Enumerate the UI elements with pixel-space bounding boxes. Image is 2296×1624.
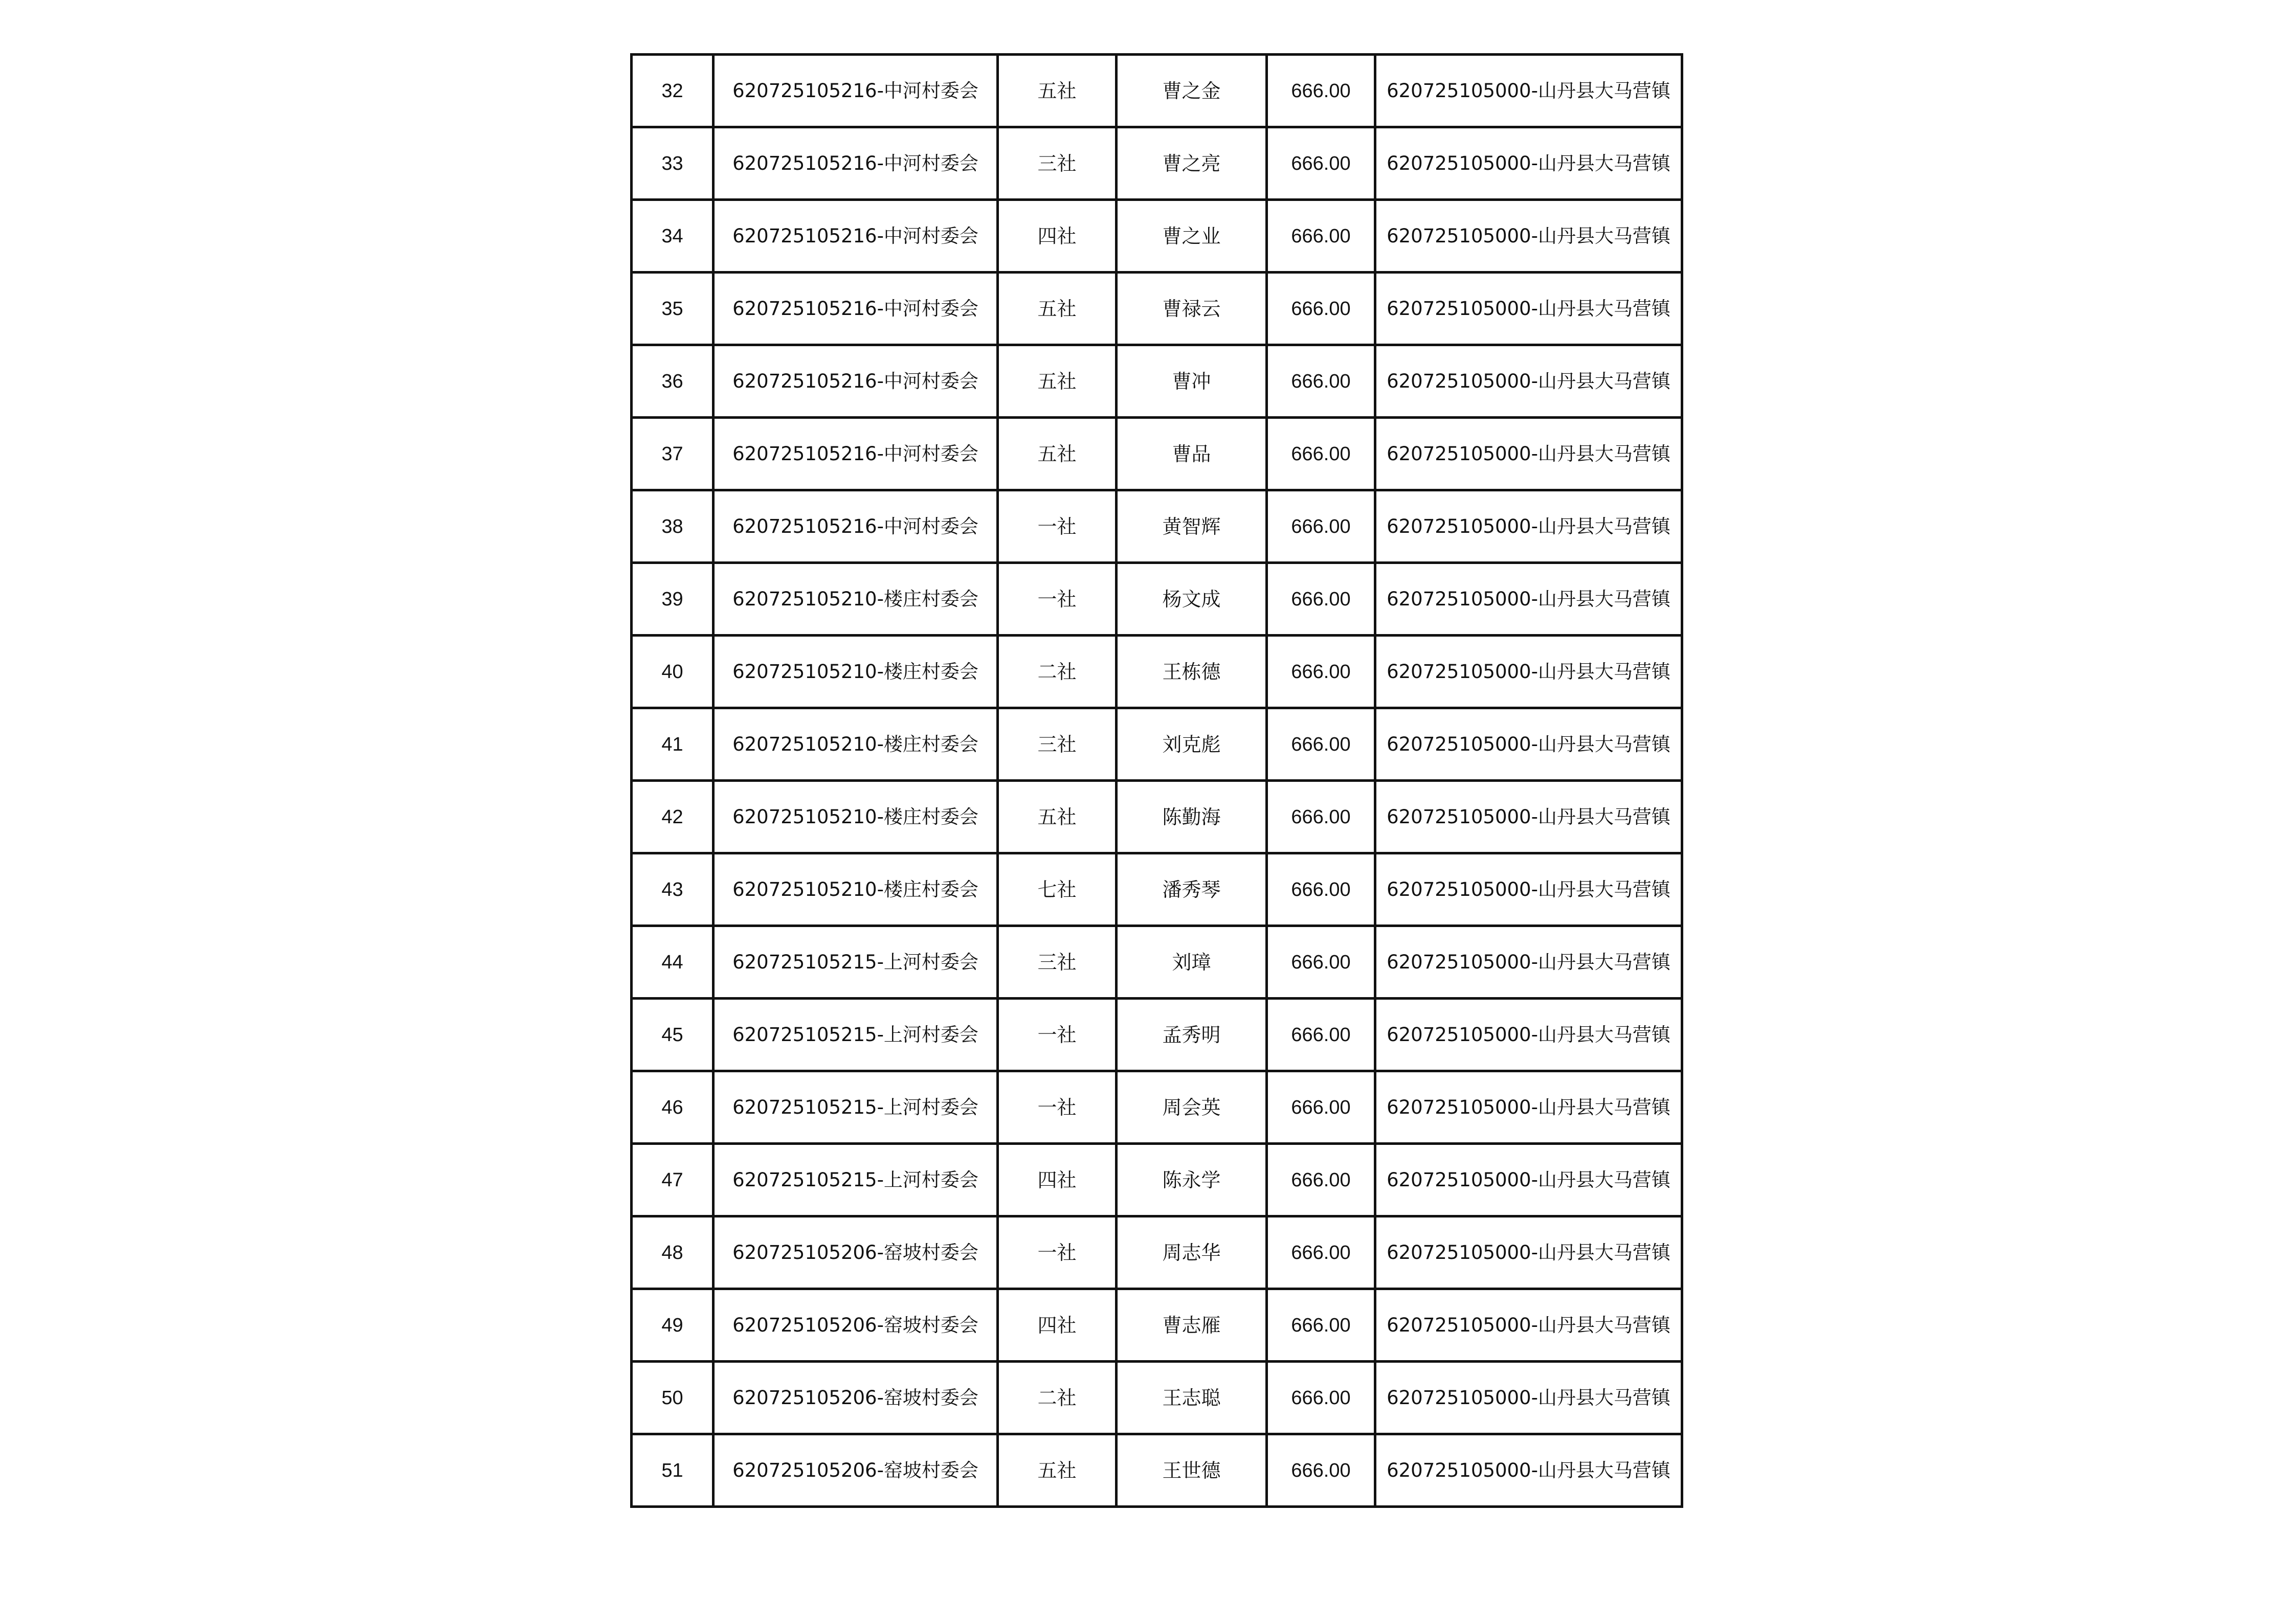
- amount-cell: 666.00: [1267, 853, 1375, 926]
- amount-cell: 666.00: [1267, 1289, 1375, 1362]
- amount-cell: 666.00: [1267, 1144, 1375, 1216]
- amount-cell: 666.00: [1267, 490, 1375, 563]
- amount-cell: 666.00: [1267, 1362, 1375, 1434]
- village-cell: 620725105215-上河村委会: [714, 999, 998, 1071]
- village-cell: 620725105215-上河村委会: [714, 1071, 998, 1144]
- group-cell: 五社: [998, 781, 1117, 853]
- name-cell: 曹禄云: [1117, 273, 1267, 345]
- row-number: 51: [632, 1434, 714, 1507]
- town-cell: 620725105000-山丹县大马营镇: [1375, 55, 1682, 127]
- group-cell: 一社: [998, 563, 1117, 636]
- town-cell: 620725105000-山丹县大马营镇: [1375, 273, 1682, 345]
- town-cell: 620725105000-山丹县大马营镇: [1375, 708, 1682, 781]
- town-cell: 620725105000-山丹县大马营镇: [1375, 345, 1682, 418]
- name-cell: 周志华: [1117, 1216, 1267, 1289]
- name-cell: 刘克彪: [1117, 708, 1267, 781]
- town-cell: 620725105000-山丹县大马营镇: [1375, 636, 1682, 708]
- amount-cell: 666.00: [1267, 273, 1375, 345]
- group-cell: 五社: [998, 1434, 1117, 1507]
- name-cell: 王世德: [1117, 1434, 1267, 1507]
- row-number: 46: [632, 1071, 714, 1144]
- name-cell: 曹之金: [1117, 55, 1267, 127]
- group-cell: 二社: [998, 636, 1117, 708]
- village-cell: 620725105216-中河村委会: [714, 127, 998, 200]
- village-cell: 620725105216-中河村委会: [714, 345, 998, 418]
- group-cell: 五社: [998, 345, 1117, 418]
- amount-cell: 666.00: [1267, 708, 1375, 781]
- village-cell: 620725105216-中河村委会: [714, 490, 998, 563]
- name-cell: 潘秀琴: [1117, 853, 1267, 926]
- table-row: [632, 999, 1682, 1071]
- table-row: [632, 708, 1682, 781]
- village-cell: 620725105216-中河村委会: [714, 273, 998, 345]
- row-number: 35: [632, 273, 714, 345]
- village-cell: 620725105210-楼庄村委会: [714, 563, 998, 636]
- row-number: 50: [632, 1362, 714, 1434]
- table-row: [632, 55, 1682, 127]
- town-cell: 620725105000-山丹县大马营镇: [1375, 1216, 1682, 1289]
- village-cell: 620725105215-上河村委会: [714, 1144, 998, 1216]
- table-row: [632, 926, 1682, 999]
- amount-cell: 666.00: [1267, 563, 1375, 636]
- row-number: 47: [632, 1144, 714, 1216]
- name-cell: 陈勤海: [1117, 781, 1267, 853]
- town-cell: 620725105000-山丹县大马营镇: [1375, 1362, 1682, 1434]
- town-cell: 620725105000-山丹县大马营镇: [1375, 926, 1682, 999]
- row-number: 43: [632, 853, 714, 926]
- name-cell: 曹冲: [1117, 345, 1267, 418]
- village-cell: 620725105210-楼庄村委会: [714, 853, 998, 926]
- table-row: [632, 490, 1682, 563]
- amount-cell: 666.00: [1267, 418, 1375, 490]
- group-cell: 三社: [998, 127, 1117, 200]
- table-row: [632, 1071, 1682, 1144]
- name-cell: 杨文成: [1117, 563, 1267, 636]
- town-cell: 620725105000-山丹县大马营镇: [1375, 1071, 1682, 1144]
- table-row: [632, 200, 1682, 273]
- name-cell: 曹志雁: [1117, 1289, 1267, 1362]
- group-cell: 一社: [998, 999, 1117, 1071]
- row-number: 38: [632, 490, 714, 563]
- amount-cell: 666.00: [1267, 200, 1375, 273]
- amount-cell: 666.00: [1267, 636, 1375, 708]
- table-row: [632, 418, 1682, 490]
- village-cell: 620725105216-中河村委会: [714, 418, 998, 490]
- town-cell: 620725105000-山丹县大马营镇: [1375, 1144, 1682, 1216]
- table-row: [632, 1216, 1682, 1289]
- table-row: [632, 273, 1682, 345]
- row-number: 40: [632, 636, 714, 708]
- table-row: [632, 1434, 1682, 1507]
- town-cell: 620725105000-山丹县大马营镇: [1375, 563, 1682, 636]
- village-cell: 620725105210-楼庄村委会: [714, 781, 998, 853]
- town-cell: 620725105000-山丹县大马营镇: [1375, 1289, 1682, 1362]
- group-cell: 五社: [998, 418, 1117, 490]
- town-cell: 620725105000-山丹县大马营镇: [1375, 418, 1682, 490]
- village-cell: 620725105210-楼庄村委会: [714, 708, 998, 781]
- name-cell: 陈永学: [1117, 1144, 1267, 1216]
- name-cell: 曹之亮: [1117, 127, 1267, 200]
- row-number: 41: [632, 708, 714, 781]
- amount-cell: 666.00: [1267, 345, 1375, 418]
- town-cell: 620725105000-山丹县大马营镇: [1375, 1434, 1682, 1507]
- table-row: [632, 781, 1682, 853]
- name-cell: 王志聪: [1117, 1362, 1267, 1434]
- name-cell: 刘璋: [1117, 926, 1267, 999]
- name-cell: 黄智辉: [1117, 490, 1267, 563]
- name-cell: 周会英: [1117, 1071, 1267, 1144]
- village-cell: 620725105206-窑坡村委会: [714, 1216, 998, 1289]
- name-cell: 曹之业: [1117, 200, 1267, 273]
- table-body: [632, 55, 1682, 1507]
- name-cell: 孟秀明: [1117, 999, 1267, 1071]
- row-number: 39: [632, 563, 714, 636]
- town-cell: 620725105000-山丹县大马营镇: [1375, 853, 1682, 926]
- group-cell: 三社: [998, 926, 1117, 999]
- amount-cell: 666.00: [1267, 999, 1375, 1071]
- group-cell: 四社: [998, 1289, 1117, 1362]
- row-number: 37: [632, 418, 714, 490]
- amount-cell: 666.00: [1267, 781, 1375, 853]
- table-row: [632, 127, 1682, 200]
- group-cell: 一社: [998, 1216, 1117, 1289]
- village-cell: 620725105210-楼庄村委会: [714, 636, 998, 708]
- row-number: 34: [632, 200, 714, 273]
- table-row: [632, 1144, 1682, 1216]
- amount-cell: 666.00: [1267, 55, 1375, 127]
- group-cell: 一社: [998, 1071, 1117, 1144]
- row-number: 49: [632, 1289, 714, 1362]
- village-cell: 620725105215-上河村委会: [714, 926, 998, 999]
- town-cell: 620725105000-山丹县大马营镇: [1375, 490, 1682, 563]
- village-cell: 620725105206-窑坡村委会: [714, 1289, 998, 1362]
- group-cell: 七社: [998, 853, 1117, 926]
- town-cell: 620725105000-山丹县大马营镇: [1375, 127, 1682, 200]
- village-cell: 620725105206-窑坡村委会: [714, 1362, 998, 1434]
- group-cell: 一社: [998, 490, 1117, 563]
- table-row: [632, 1289, 1682, 1362]
- row-number: 42: [632, 781, 714, 853]
- group-cell: 五社: [998, 273, 1117, 345]
- row-number: 48: [632, 1216, 714, 1289]
- town-cell: 620725105000-山丹县大马营镇: [1375, 999, 1682, 1071]
- amount-cell: 666.00: [1267, 1434, 1375, 1507]
- table-row: [632, 345, 1682, 418]
- row-number: 44: [632, 926, 714, 999]
- town-cell: 620725105000-山丹县大马营镇: [1375, 200, 1682, 273]
- group-cell: 五社: [998, 55, 1117, 127]
- table-row: [632, 636, 1682, 708]
- village-cell: 620725105216-中河村委会: [714, 200, 998, 273]
- village-cell: 620725105206-窑坡村委会: [714, 1434, 998, 1507]
- row-number: 33: [632, 127, 714, 200]
- amount-cell: 666.00: [1267, 926, 1375, 999]
- name-cell: 王栋德: [1117, 636, 1267, 708]
- row-number: 32: [632, 55, 714, 127]
- group-cell: 四社: [998, 1144, 1117, 1216]
- table-row: [632, 1362, 1682, 1434]
- row-number: 45: [632, 999, 714, 1071]
- town-cell: 620725105000-山丹县大马营镇: [1375, 781, 1682, 853]
- amount-cell: 666.00: [1267, 1216, 1375, 1289]
- data-table: [630, 53, 1683, 1508]
- amount-cell: 666.00: [1267, 1071, 1375, 1144]
- group-cell: 三社: [998, 708, 1117, 781]
- table-row: [632, 853, 1682, 926]
- group-cell: 二社: [998, 1362, 1117, 1434]
- group-cell: 四社: [998, 200, 1117, 273]
- village-cell: 620725105216-中河村委会: [714, 55, 998, 127]
- table-row: [632, 563, 1682, 636]
- name-cell: 曹品: [1117, 418, 1267, 490]
- amount-cell: 666.00: [1267, 127, 1375, 200]
- row-number: 36: [632, 345, 714, 418]
